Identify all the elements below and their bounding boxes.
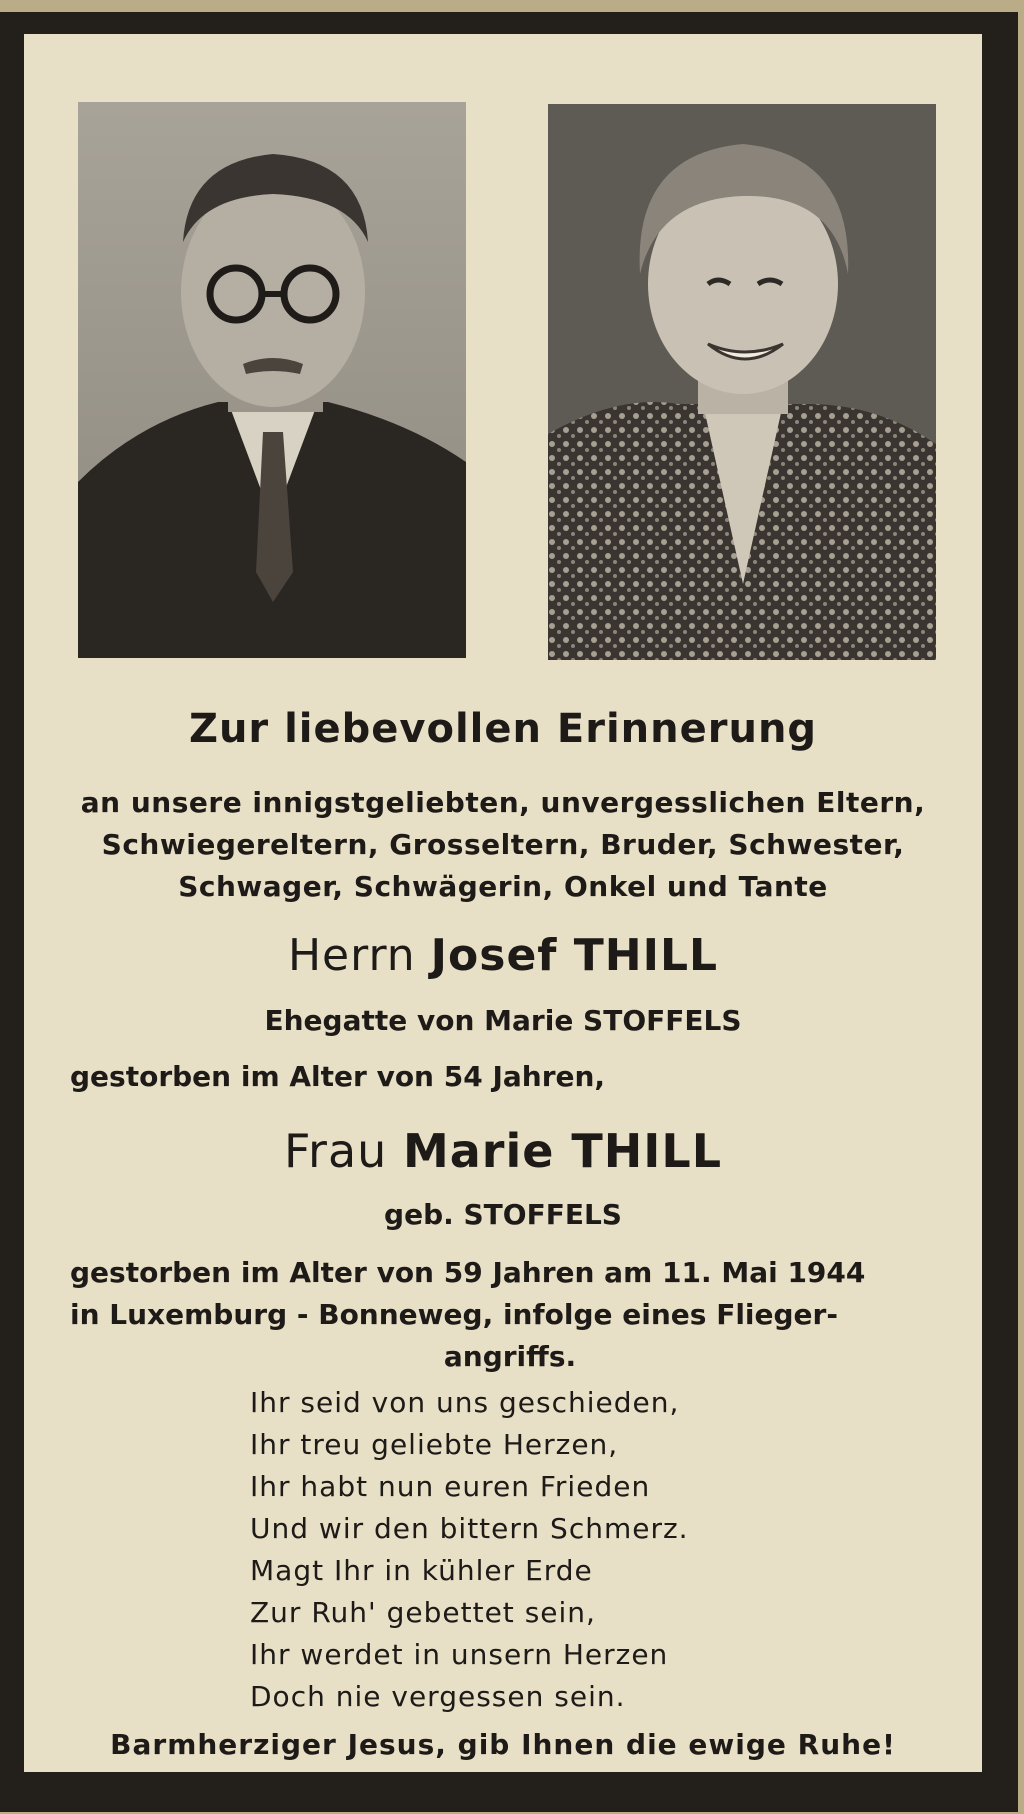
poem-line: Zur Ruh' gebettet sein,	[250, 1596, 596, 1629]
born-name: STOFFELS	[463, 1198, 622, 1231]
husband-title: Herrn	[287, 930, 416, 981]
intro-line: Schwager, Schwägerin, Onkel und Tante	[178, 870, 828, 903]
born-label: geb.	[384, 1198, 454, 1231]
intro-line: Schwiegereltern, Grosseltern, Bruder, Schwester,	[101, 828, 905, 861]
poem-line: Ihr werdet in unsern Herzen	[250, 1638, 669, 1671]
memorial-poem	[250, 1382, 850, 1718]
portrait-man-image	[78, 102, 466, 658]
wife-death-details	[70, 1252, 950, 1378]
card-heading: Zur liebevollen Erinnerung	[188, 706, 818, 752]
wife-title: Frau	[283, 1124, 388, 1178]
photo-wife	[548, 104, 936, 660]
intro-text	[24, 782, 982, 908]
death-detail-line: angriffs.	[443, 1340, 577, 1373]
intro-line: an unsere innigstgeliebten, unvergesslichen Eltern,	[80, 786, 926, 819]
closing-prayer: Barmherziger Jesus, gib Ihnen die ewige Ruhe!	[110, 1728, 896, 1761]
husband-spouse-line	[24, 1004, 982, 1037]
death-detail-line: in Luxemburg - Bonneweg, infolge eines Flieger-	[70, 1298, 838, 1331]
spouse-name: Marie STOFFELS	[484, 1004, 742, 1037]
wife-name-line	[24, 1124, 982, 1178]
husband-name-line	[24, 930, 982, 981]
husband-name: Josef THILL	[430, 930, 719, 981]
portrait-woman-image	[548, 104, 936, 660]
wife-born-line	[24, 1198, 982, 1231]
wife-name: Marie THILL	[402, 1124, 723, 1178]
poem-line: Magt Ihr in kühler Erde	[250, 1554, 593, 1587]
husband-death-age: gestorben im Alter von 54 Jahren,	[70, 1060, 606, 1093]
poem-line: Ihr habt nun euren Frieden	[250, 1470, 651, 1503]
spouse-label: Ehegatte von	[264, 1004, 475, 1037]
photo-husband	[78, 102, 466, 658]
poem-line: Ihr seid von uns geschieden,	[250, 1386, 680, 1419]
poem-line: Doch nie vergessen sein.	[250, 1680, 626, 1713]
death-detail-line: gestorben im Alter von 59 Jahren am 11. Mai 1944	[70, 1256, 866, 1289]
poem-line: Ihr treu geliebte Herzen,	[250, 1428, 619, 1461]
memorial-card	[24, 34, 982, 1772]
poem-line: Und wir den bittern Schmerz.	[250, 1512, 689, 1545]
